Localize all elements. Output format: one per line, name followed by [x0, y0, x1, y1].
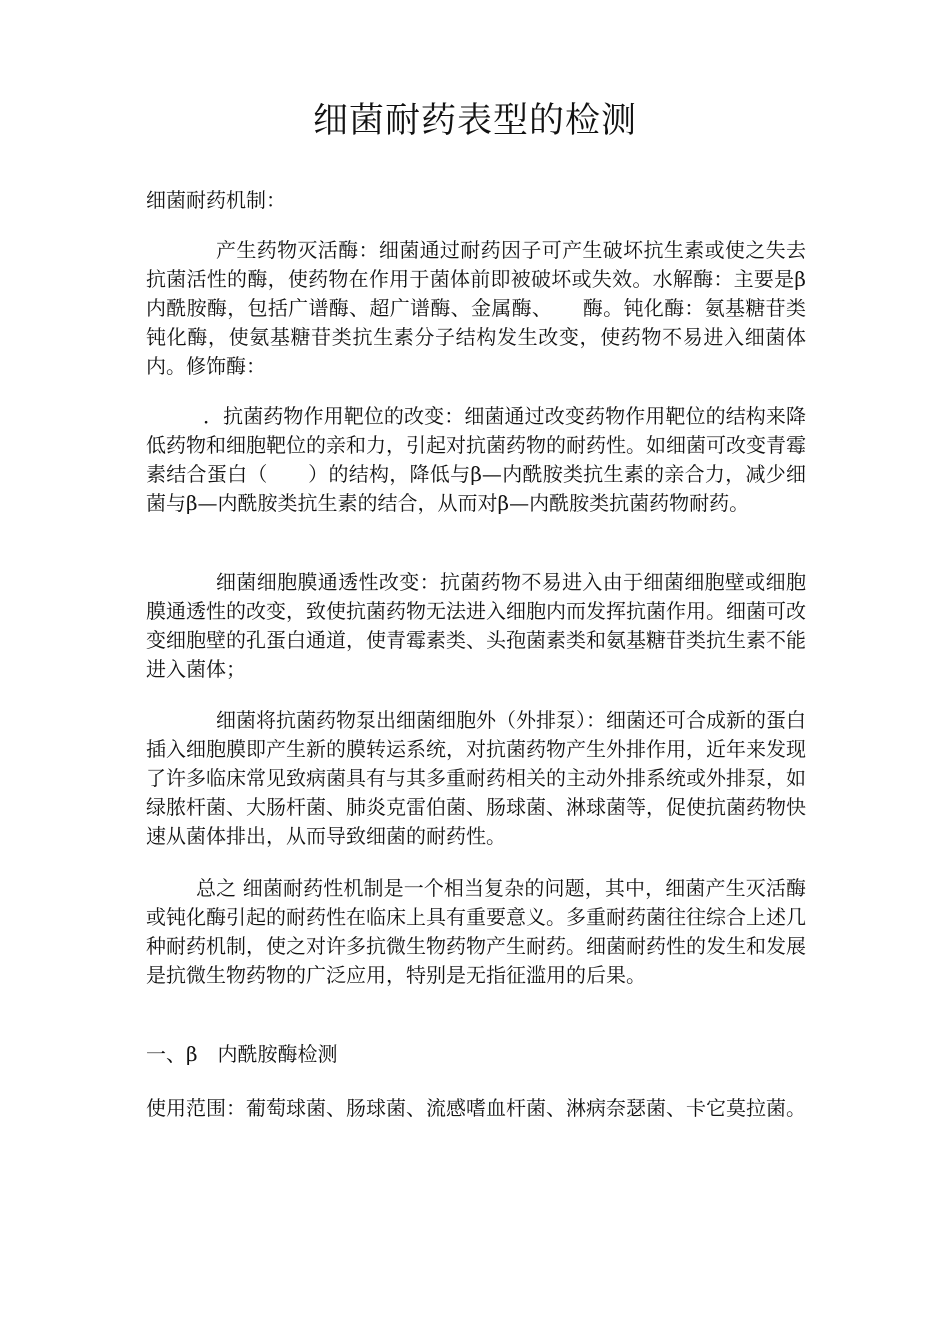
document-title: 细菌耐药表型的检测: [312, 101, 637, 141]
paragraph-summary: 总之 细菌耐药性机制是一个相当复杂的问题，其中，细菌产生灭活酶或钝化酶引起的耐药性在临床上具有重要意义。多重耐药菌往往综合上述几种耐药机制，使之对许多抗微生物药物产生耐药。细菌耐药性的发生和发展是抗微生物药物的广泛应用，特别是无指征滥用的后果。: [146, 876, 806, 987]
section-heading: 细菌耐药机制：: [146, 188, 286, 212]
paragraph-efflux-pump: 细菌将抗菌药物泵出细菌细胞外（外排泵）：细菌还可合成新的蛋白插入细胞膜即产生新的膜转运系统，对抗菌药物产生外排作用，近年来发现了许多临床常见致病菌具有与其多重耐药相关的主动外排系统或外排泵，如绿脓杆菌、大肠杆菌、肺炎克雷伯菌、肠球菌、淋球菌等，促使抗菌药物快速从菌体排出，从而导致细菌的耐药性。: [146, 708, 806, 848]
scope-of-use: [146, 1094, 808, 1123]
scope-label: 使用范围：: [146, 1096, 246, 1120]
scope-value: 葡萄球菌、肠球菌、流感嗜血杆菌、淋病奈瑟菌、卡它莫拉菌。: [246, 1096, 806, 1120]
subheading-beta-lactamase: 一、β 内酰胺酶检测: [146, 1042, 338, 1066]
paragraph-membrane-permeability: 细菌细胞膜通透性改变：抗菌药物不易进入由于细菌细胞壁或细胞膜通透性的改变，致使抗菌药物无法进入细胞内而发挥抗菌作用。细菌可改变细胞壁的孔蛋白通道，使青霉素类、头孢菌素类和氨基糖苷类抗生素不能进入菌体；: [146, 570, 806, 681]
paragraph-inactivating-enzymes: 产生药物灭活酶：细菌通过耐药因子可产生破坏抗生素或使之失去抗菌活性的酶，使药物在作用于菌体前即被破坏或失效。水解酶：主要是β 内酰胺酶，包括广谱酶、超广谱酶、金属酶、 酶。钝化酶：氨基糖苷类钝化酶，使氨基糖苷类抗生素分子结构发生改变，使药物不易进入细菌体内。修饰酶：: [146, 238, 826, 378]
paragraph-target-alteration: ．抗菌药物作用靶位的改变：细菌通过改变药物作用靶位的结构来降低药物和细胞靶位的亲和力，引起对抗菌药物的耐药性。如细菌可改变青霉素结合蛋白（ ）的结构，降低与β—内酰胺类抗生素的亲合力，减少细菌与β—内酰胺类抗生素的结合，从而对β—内酰胺类抗菌药物耐药。: [146, 404, 806, 515]
